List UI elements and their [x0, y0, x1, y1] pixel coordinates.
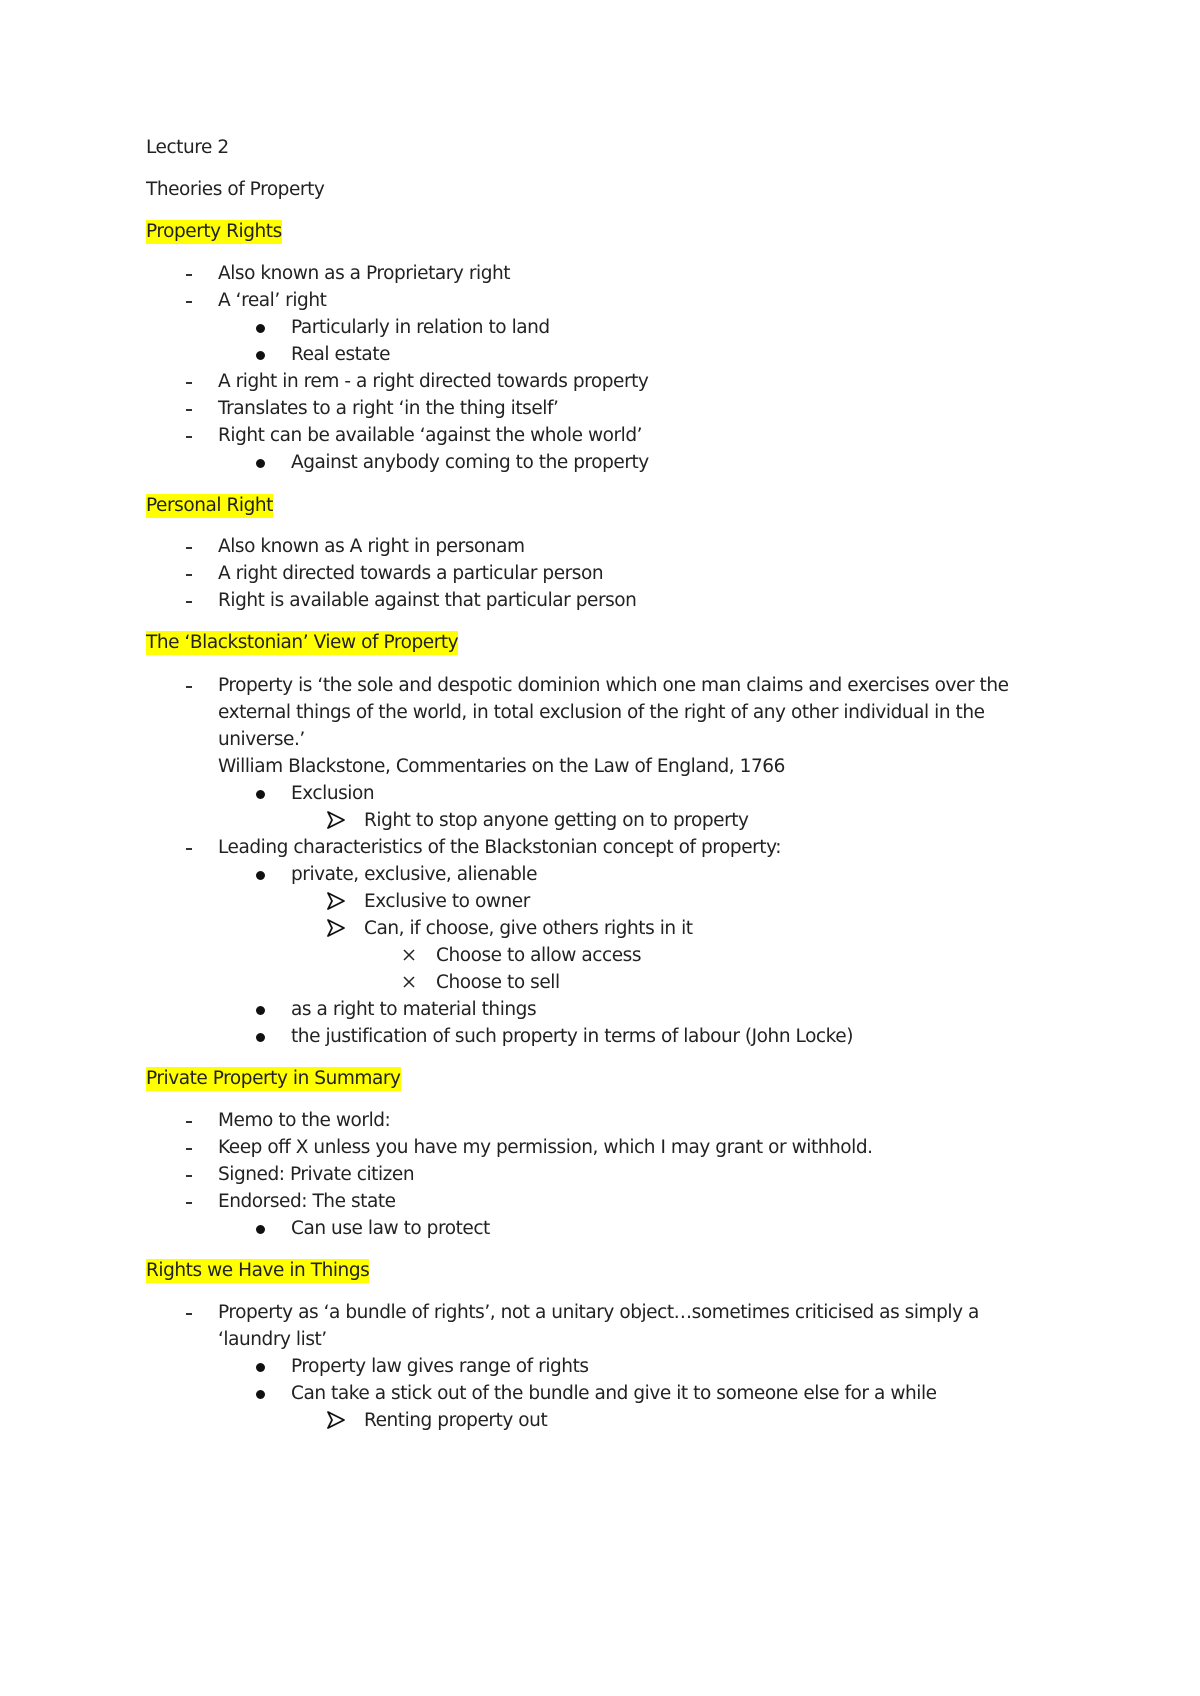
text-line [291, 313, 550, 342]
text-line [218, 725, 305, 754]
text-line [218, 1187, 396, 1216]
text-line [364, 914, 693, 943]
line-text: Also known as A right in personam [218, 536, 525, 557]
dash-bullet-icon [186, 409, 192, 411]
line-text: Can, if choose, give others rights in it [364, 918, 693, 939]
line-text: Renting property out [364, 1410, 548, 1431]
text-line [364, 806, 749, 835]
section-heading [146, 1064, 401, 1093]
arrowhead-bullet-icon [327, 811, 345, 829]
line-text: Property law gives range of rights [291, 1356, 589, 1377]
round-bullet-icon [256, 459, 265, 468]
line-text: A right directed towards a particular person [218, 563, 604, 584]
text-line [218, 1106, 390, 1135]
dash-bullet-icon [186, 1202, 192, 1204]
dash-bullet-icon [186, 1148, 192, 1150]
dash-bullet-icon [186, 686, 192, 688]
line-text: the justification of such property in terms of labour (John Locke) [291, 1026, 853, 1047]
line-text: Against anybody coming to the property [291, 452, 649, 473]
section-heading [146, 1256, 369, 1285]
line-text: Property is ‘the sole and despotic dominion which one man claims and exercises over the [218, 675, 1009, 696]
text-line [291, 1379, 937, 1408]
section-heading [146, 628, 458, 657]
text-line [218, 421, 642, 450]
round-bullet-icon [256, 1033, 265, 1042]
text-line [291, 1352, 589, 1381]
text-line [218, 286, 326, 315]
text-line [364, 887, 530, 916]
text-line [218, 532, 525, 561]
text-line [364, 1406, 547, 1435]
text-line [436, 968, 560, 997]
text-line [291, 779, 374, 808]
text-line [218, 367, 648, 396]
round-bullet-icon [256, 351, 265, 360]
line-text: Exclusion [291, 783, 375, 804]
dash-bullet-icon [186, 301, 192, 303]
arrowhead-bullet-icon [327, 1411, 345, 1429]
line-text: Choose to sell [436, 972, 560, 993]
line-text: ‘laundry list’ [218, 1329, 327, 1350]
line-text: Right is available against that particular person [218, 590, 637, 611]
line-text: Keep off X unless you have my permission, which I may grant or withhold. [218, 1137, 873, 1158]
text-line [218, 586, 636, 615]
round-bullet-icon [256, 1390, 265, 1399]
line-text: Leading characteristics of the Blackstonian concept of property: [218, 837, 782, 858]
line-text: Choose to allow access [436, 945, 642, 966]
line-text: Theories of Property [146, 179, 325, 200]
line-text: Signed: Private citizen [218, 1164, 415, 1185]
line-text: Can use law to protect [291, 1218, 490, 1239]
line-text: Particularly in relation to land [291, 317, 550, 338]
dash-bullet-icon [186, 1121, 192, 1123]
line-text: Real estate [291, 344, 391, 365]
arrowhead-bullet-icon [327, 892, 345, 910]
line-text: Also known as a Proprietary right [218, 263, 511, 284]
text-line [291, 1214, 490, 1243]
dash-bullet-icon [186, 382, 192, 384]
heading-text: The ‘Blackstonian’ View of Property [146, 632, 459, 653]
heading-text: Rights we Have in Things [146, 1260, 370, 1281]
line-text: Endorsed: The state [218, 1191, 396, 1212]
section-heading [146, 491, 273, 520]
round-bullet-icon [256, 1225, 265, 1234]
dash-bullet-icon [186, 848, 192, 850]
text-line [291, 860, 537, 889]
text-line [291, 1022, 853, 1051]
heading-text: Property Rights [146, 221, 282, 242]
dash-bullet-icon [186, 547, 192, 549]
line-text: Translates to a right ‘in the thing itself’ [218, 398, 559, 419]
line-text: A right in rem - a right directed towards property [218, 371, 649, 392]
line-text: William Blackstone, Commentaries on the Law of England, 1766 [218, 756, 785, 777]
text-line [218, 833, 781, 862]
line-text: Right can be available ‘against the whole world’ [218, 425, 643, 446]
text-line [218, 752, 785, 781]
round-bullet-icon [256, 1006, 265, 1015]
line-text: A ‘real’ right [218, 290, 327, 311]
line-text: Right to stop anyone getting on to property [364, 810, 749, 831]
text-line [218, 1325, 327, 1354]
line-text: Can take a stick out of the bundle and give it to someone else for a while [291, 1383, 937, 1404]
text-line [291, 340, 390, 369]
text-line [218, 259, 510, 288]
text-line [218, 698, 985, 727]
line-text: universe.’ [218, 729, 305, 750]
line-text: private, exclusive, alienable [291, 864, 538, 885]
text-line [218, 394, 558, 423]
line-text: external things of the world, in total exclusion of the right of any other individual in the [218, 702, 985, 723]
text-line [146, 133, 229, 162]
text-line [218, 1298, 979, 1327]
round-bullet-icon [256, 1363, 265, 1372]
text-line [291, 448, 649, 477]
heading-text: Personal Right [146, 495, 273, 516]
arrowhead-bullet-icon [327, 919, 345, 937]
dash-bullet-icon [186, 1175, 192, 1177]
round-bullet-icon [256, 324, 265, 333]
line-text: Property as ‘a bundle of rights’, not a unitary object…sometimes criticised as simply a [218, 1302, 979, 1323]
text-line [218, 1160, 414, 1189]
text-line [218, 1133, 873, 1162]
line-text: Exclusive to owner [364, 891, 530, 912]
line-text: as a right to material things [291, 999, 537, 1020]
text-line [291, 995, 536, 1024]
cross-bullet-icon [402, 975, 416, 989]
dash-bullet-icon [186, 574, 192, 576]
dash-bullet-icon [186, 274, 192, 276]
dash-bullet-icon [186, 1313, 192, 1315]
text-line [218, 559, 603, 588]
heading-text: Private Property in Summary [146, 1068, 401, 1089]
dash-bullet-icon [186, 601, 192, 603]
line-text: Lecture 2 [146, 137, 229, 158]
text-line [218, 671, 1009, 700]
cross-bullet-icon [402, 948, 416, 962]
round-bullet-icon [256, 871, 265, 880]
line-text: Memo to the world: [218, 1110, 391, 1131]
text-line [146, 175, 324, 204]
dash-bullet-icon [186, 436, 192, 438]
round-bullet-icon [256, 790, 265, 799]
text-line [436, 941, 641, 970]
section-heading [146, 217, 282, 246]
